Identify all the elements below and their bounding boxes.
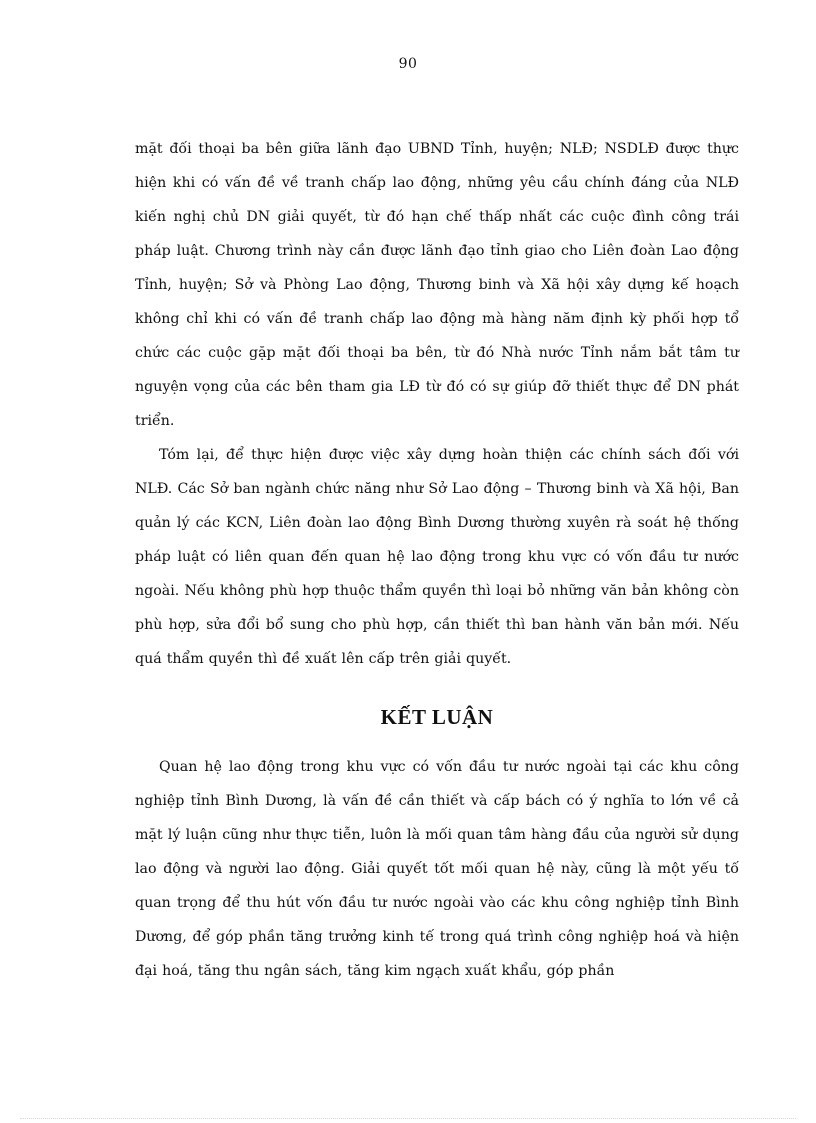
- document-body: [135, 132, 739, 988]
- paragraph-summary: Tóm lại, để thực hiện được việc xây dựng hoàn thiện các chính sách đối với NLĐ. Các Sở ban ngành chức năng như Sở Lao động – Thương binh và Xã hội, Ban quản lý các KCN, Liên đoàn lao động Bình Dương thường xuyên rà soát hệ thống pháp luật có liên quan đến quan hệ lao động trong khu vực có vốn đầu tư nước ngoài. Nếu không phù hợp thuộc thẩm quyền thì loại bỏ những văn bản không còn phù hợp, sửa đổi bổ sung cho phù hợp, cần thiết thì ban hành văn bản mới. Nếu quá thẩm quyền thì đề xuất lên cấp trên giải quyết.: [135, 447, 739, 667]
- paragraph-conclusion: Quan hệ lao động trong khu vực có vốn đầu tư nước ngoài tại các khu công nghiệp tỉnh Bình Dương, là vấn đề cần thiết và cấp bách có ý nghĩa to lớn về cả mặt lý luận cũng như thực tiễn, luôn là mối quan tâm hàng đầu của người sử dụng lao động và người lao động. Giải quyết tốt mối quan hệ này, cũng là một yếu tố quan trọng để thu hút vốn đầu tư nước ngoài vào các khu công nghiệp tỉnh Bình Dương, để góp phần tăng trưởng kinh tế trong quá trình công nghiệp hoá và hiện đại hoá, tăng thu ngân sách, tăng kim ngạch xuất khẩu, góp phần: [135, 759, 739, 979]
- paragraph-continuation: mặt đối thoại ba bên giữa lãnh đạo UBND Tỉnh, huyện; NLĐ; NSDLĐ được thực hiện khi có vấn đề về tranh chấp lao động, những yêu cầu chính đáng của NLĐ kiến nghị chủ DN giải quyết, từ đó hạn chế thấp nhất các cuộc đình công trái pháp luật. Chương trình này cần được lãnh đạo tỉnh giao cho Liên đoàn Lao động Tỉnh, huyện; Sở và Phòng Lao động, Thương binh và Xã hội xây dựng kế hoạch không chỉ khi có vấn đề tranh chấp lao động mà hàng năm định kỳ phối hợp tổ chức các cuộc gặp mặt đối thoại ba bên, từ đó Nhà nước Tỉnh nắm bắt tâm tư nguyện vọng của các bên tham gia LĐ từ đó có sự giúp đỡ thiết thực để DN phát triển.: [135, 141, 739, 429]
- conclusion-heading: KẾT LUẬN: [380, 705, 494, 729]
- page-number: 90: [398, 56, 418, 72]
- footer-divider: [20, 1118, 796, 1119]
